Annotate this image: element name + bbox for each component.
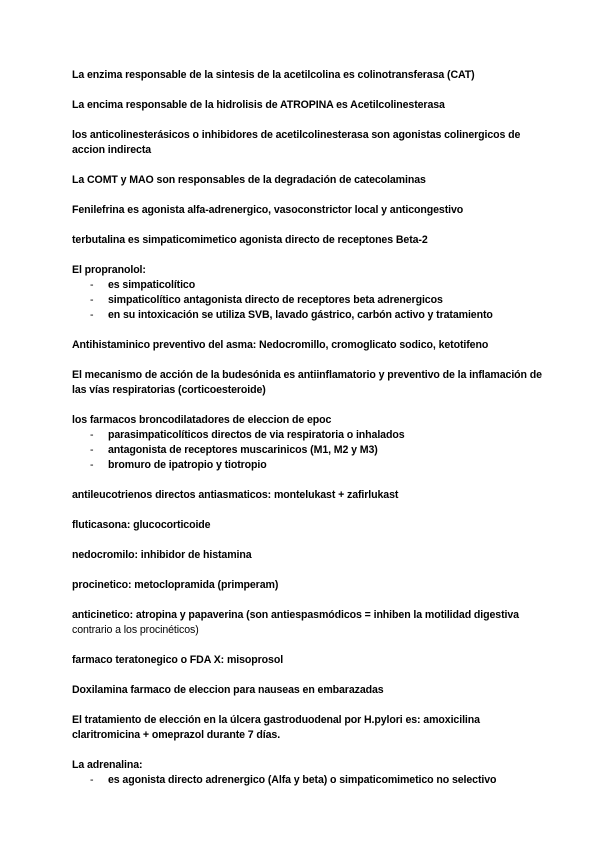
list-propranolol	[72, 278, 542, 323]
list-item: - parasimpaticolíticos directos de via respiratoria o inhalados	[90, 429, 405, 441]
list-item: - bromuro de ipatropio y tiotropio	[90, 459, 267, 471]
paragraph-doxilamina: Doxilamina farmaco de eleccion para nauseas en embarazadas	[72, 684, 384, 696]
dash-bullet: -	[90, 309, 94, 321]
document-page	[72, 68, 542, 803]
dash-bullet: -	[90, 774, 94, 786]
paragraph-nedocromilo: nedocromilo: inhibidor de histamina	[72, 549, 252, 561]
list-item: - en su intoxicación se utiliza SVB, lavado gástrico, carbón activo y tratamiento	[90, 309, 493, 321]
paragraph-anticolinesterasicos: los anticolinesterásicos o inhibidores de acetilcolinesterasa son agonistas colinergicos de accion indirecta	[72, 129, 521, 156]
list-item: - es simpaticolítico	[90, 279, 196, 291]
paragraph-comt-mao: La COMT y MAO son responsables de la degradación de catecolaminas	[72, 174, 426, 186]
paragraph-antihistaminico: Antihistaminico preventivo del asma: Nedocromillo, cromoglicato sodico, ketotifeno	[72, 339, 489, 351]
list-item: - simpaticolítico antagonista directo de receptores beta adrenergicos	[90, 294, 443, 306]
paragraph-hpylori: El tratamiento de elección en la úlcera gastroduodenal por H.pylori es: amoxicilina claritromicina + omeprazol durante 7 días.	[72, 714, 480, 741]
dash-bullet: -	[90, 294, 94, 306]
list-item: - es agonista directo adrenergico (Alfa y beta) o simpaticomimetico no selectivo	[90, 774, 497, 786]
paragraph-procinetico: procinetico: metoclopramida (primperam)	[72, 579, 279, 591]
paragraph-fenilefrina: Fenilefrina es agonista alfa-adrenergico, vasoconstrictor local y anticongestivo	[72, 204, 464, 216]
paragraph-anticinetico: anticinetico: atropina y papaverina (son antiespasmódicos = inhiben la motilidad digestiva contrario a los procinéticos)	[72, 609, 519, 636]
paragraph-budesonida: El mecanismo de acción de la budesónida es antiinflamatorio y preventivo de la inflamación de las vías respiratorias (corticoesteroide)	[72, 369, 542, 396]
list-epoc	[72, 428, 542, 473]
dash-bullet: -	[90, 429, 94, 441]
paragraph-propranolol-heading: El propranolol:	[72, 264, 146, 276]
dash-bullet: -	[90, 279, 94, 291]
paragraph-broncodilatadores-heading: los farmacos broncodilatadores de eleccion de epoc	[72, 414, 332, 426]
paragraph-fluticasona: fluticasona: glucocorticoide	[72, 519, 211, 531]
paragraph-acetilcolina-sintesis: La enzima responsable de la sintesis de la acetilcolina es colinotransferasa (CAT)	[72, 69, 475, 81]
paragraph-hidrolisis-atropina: La encima responsable de la hidrolisis de ATROPINA es Acetilcolinesterasa	[72, 99, 445, 111]
paragraph-terbutalina: terbutalina es simpaticomimetico agonista directo de receptones Beta-2	[72, 234, 428, 246]
list-adrenalina	[72, 773, 542, 788]
dash-bullet: -	[90, 459, 94, 471]
paragraph-adrenalina-heading: La adrenalina:	[72, 759, 143, 771]
paragraph-antileucotrienos: antileucotrienos directos antiasmaticos: montelukast + zafirlukast	[72, 489, 399, 501]
list-item: - antagonista de receptores muscarinicos (M1, M2 y M3)	[90, 444, 378, 456]
dash-bullet: -	[90, 444, 94, 456]
paragraph-teratogenico: farmaco teratonegico o FDA X: misoprosol	[72, 654, 284, 666]
